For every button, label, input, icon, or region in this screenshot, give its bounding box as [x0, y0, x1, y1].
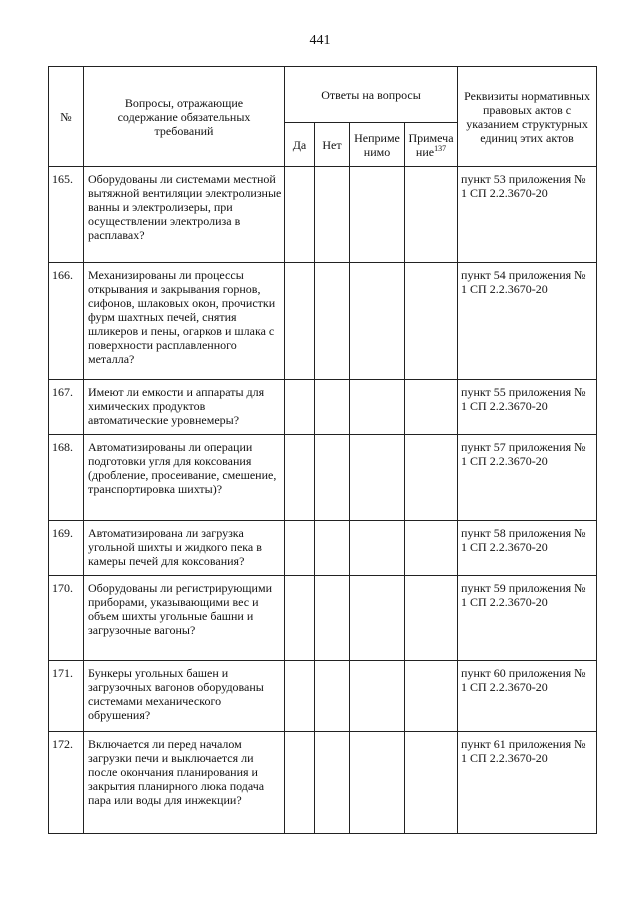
- row-number: 171.: [49, 661, 84, 732]
- col-header-requisites: Реквизиты нормативных правовых актов с указанием структурных единиц этих актов: [458, 67, 597, 167]
- row-question: Оборудованы ли системами местной вытяжной вентиляции электролизные ванны и электролизеры, при осуществлении электролиза в расплавах?: [84, 167, 285, 263]
- row-question: Оборудованы ли регистрирующими приборами, указывающими вес и объем шихты угольные башни и загрузочные вагоны?: [84, 576, 285, 661]
- col-header-answers: Ответы на вопросы: [285, 67, 458, 123]
- answer-yes-cell[interactable]: [285, 576, 315, 661]
- answer-no-cell[interactable]: [315, 521, 350, 576]
- row-question: Автоматизированы ли операции подготовки угля для коксования (дробление, просеивание, смешение, транспортировка шихты)?: [84, 435, 285, 521]
- table-row: [49, 661, 597, 732]
- answer-yes-cell[interactable]: [285, 661, 315, 732]
- page-number: 441: [309, 33, 331, 48]
- answer-note-cell[interactable]: [405, 661, 458, 732]
- answer-no-cell[interactable]: [315, 167, 350, 263]
- answer-not-applicable-cell[interactable]: [350, 167, 405, 263]
- answer-no-cell[interactable]: [315, 435, 350, 521]
- row-question: Бункеры угольных башен и загрузочных вагонов оборудованы системами механического обрушения?: [84, 661, 285, 732]
- note-footnote-ref: 137: [434, 143, 447, 153]
- row-question: Имеют ли емкости и аппараты для химических продуктов автоматические уровнемеры?: [84, 380, 285, 435]
- answer-not-applicable-cell[interactable]: [350, 732, 405, 834]
- answer-not-applicable-cell[interactable]: [350, 380, 405, 435]
- row-question: Включается ли перед началом загрузки печи и выключается ли после окончания планирования и закрытия планирного люка подача пара или воды для инжекции?: [84, 732, 285, 834]
- table-row: [49, 380, 597, 435]
- answer-note-cell[interactable]: [405, 435, 458, 521]
- col-header-not-applicable: Неприменимо: [350, 123, 405, 167]
- row-number: 170.: [49, 576, 84, 661]
- table-row: [49, 263, 597, 380]
- row-number: 166.: [49, 263, 84, 380]
- answer-no-cell[interactable]: [315, 661, 350, 732]
- answer-note-cell[interactable]: [405, 576, 458, 661]
- row-requisite: пункт 57 приложения № 1 СП 2.2.3670-20: [458, 435, 597, 521]
- answer-not-applicable-cell[interactable]: [350, 576, 405, 661]
- row-requisite: пункт 55 приложения № 1 СП 2.2.3670-20: [458, 380, 597, 435]
- answer-no-cell[interactable]: [315, 732, 350, 834]
- col-header-questions: Вопросы, отражающие содержание обязательных требований: [84, 67, 285, 167]
- col-header-yes: Да: [285, 123, 315, 167]
- answer-note-cell[interactable]: [405, 521, 458, 576]
- row-requisite: пункт 53 приложения № 1 СП 2.2.3670-20: [458, 167, 597, 263]
- answer-note-cell[interactable]: [405, 263, 458, 380]
- header-row: [49, 67, 597, 123]
- row-requisite: пункт 60 приложения № 1 СП 2.2.3670-20: [458, 661, 597, 732]
- row-requisite: пункт 61 приложения № 1 СП 2.2.3670-20: [458, 732, 597, 834]
- answer-note-cell[interactable]: [405, 167, 458, 263]
- answer-yes-cell[interactable]: [285, 380, 315, 435]
- col-header-no: Нет: [315, 123, 350, 167]
- row-question: Механизированы ли процессы открывания и закрывания горнов, сифонов, шлаковых окон, прочистки фурм шахтных печей, снятия шликеров и пены, огарков и шлака с поверхности расплавленного металла?: [84, 263, 285, 380]
- answer-no-cell[interactable]: [315, 576, 350, 661]
- table-row: [49, 167, 597, 263]
- answer-not-applicable-cell[interactable]: [350, 435, 405, 521]
- table-row: [49, 576, 597, 661]
- note-label: Примечание: [408, 130, 454, 159]
- row-requisite: пункт 58 приложения № 1 СП 2.2.3670-20: [458, 521, 597, 576]
- answer-yes-cell[interactable]: [285, 521, 315, 576]
- row-requisite: пункт 59 приложения № 1 СП 2.2.3670-20: [458, 576, 597, 661]
- table-row: [49, 435, 597, 521]
- row-number: 165.: [49, 167, 84, 263]
- table-row: [49, 732, 597, 834]
- answer-not-applicable-cell[interactable]: [350, 521, 405, 576]
- answer-yes-cell[interactable]: [285, 263, 315, 380]
- row-number: 167.: [49, 380, 84, 435]
- answer-note-cell[interactable]: [405, 380, 458, 435]
- table-row: [49, 521, 597, 576]
- row-requisite: пункт 54 приложения № 1 СП 2.2.3670-20: [458, 263, 597, 380]
- answer-not-applicable-cell[interactable]: [350, 263, 405, 380]
- row-question: Автоматизирована ли загрузка угольной шихты и жидкого пека в камеры печей для коксования?: [84, 521, 285, 576]
- answer-yes-cell[interactable]: [285, 167, 315, 263]
- answer-note-cell[interactable]: [405, 732, 458, 834]
- answer-yes-cell[interactable]: [285, 732, 315, 834]
- answer-not-applicable-cell[interactable]: [350, 661, 405, 732]
- answer-no-cell[interactable]: [315, 380, 350, 435]
- col-header-note: [405, 123, 458, 167]
- checklist-table: [48, 66, 597, 834]
- answer-yes-cell[interactable]: [285, 435, 315, 521]
- row-number: 169.: [49, 521, 84, 576]
- row-number: 172.: [49, 732, 84, 834]
- answer-no-cell[interactable]: [315, 263, 350, 380]
- col-header-number: №: [49, 67, 84, 167]
- row-number: 168.: [49, 435, 84, 521]
